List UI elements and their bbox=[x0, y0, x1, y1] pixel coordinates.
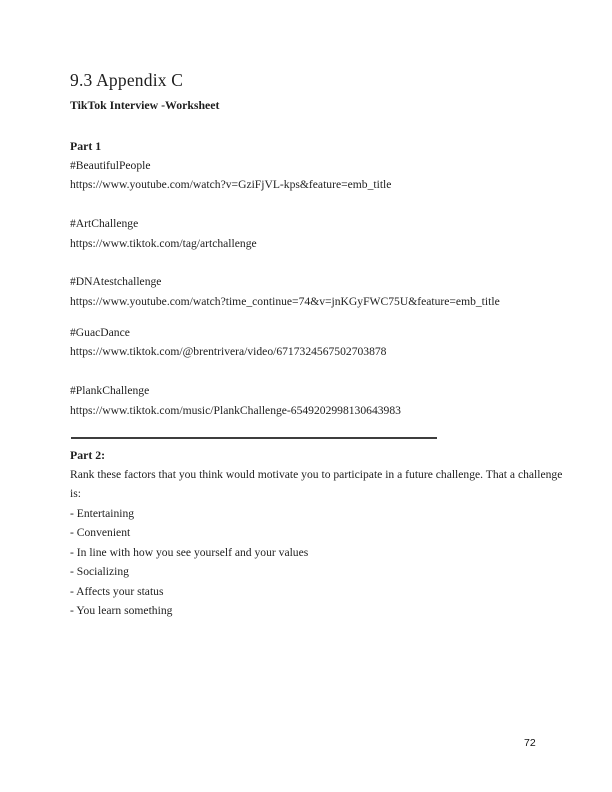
factor-item: - You learn something bbox=[70, 604, 173, 617]
section-divider-line bbox=[71, 437, 437, 439]
part2-intro-line1: Rank these factors that you think would motivate you to participate in a future challenge. That a challenge bbox=[70, 468, 563, 481]
part2-heading: Part 2: bbox=[70, 448, 106, 462]
challenge-url: https://www.youtube.com/watch?time_continue=74&v=jnKGyFWC75U&feature=emb_title bbox=[70, 295, 500, 308]
challenge-url: https://www.tiktok.com/@brentrivera/video/6717324567502703878 bbox=[70, 345, 387, 358]
challenge-hashtag: #ArtChallenge bbox=[70, 217, 139, 230]
factor-item: - Affects your status bbox=[70, 585, 164, 598]
part2-intro-line2: is: bbox=[70, 487, 81, 500]
challenge-hashtag: #PlankChallenge bbox=[70, 384, 150, 397]
factor-item: - Socializing bbox=[70, 565, 129, 578]
section-title: 9.3 Appendix C bbox=[70, 70, 184, 90]
page-number: 72 bbox=[524, 737, 536, 749]
factor-item: - In line with how you see yourself and your values bbox=[70, 546, 309, 559]
challenge-url: https://www.tiktok.com/tag/artchallenge bbox=[70, 237, 257, 250]
challenge-hashtag: #DNAtestchallenge bbox=[70, 275, 162, 288]
challenge-hashtag: #BeautifulPeople bbox=[70, 159, 151, 172]
challenge-hashtag: #GuacDance bbox=[70, 326, 130, 339]
worksheet-subtitle: TikTok Interview -Worksheet bbox=[70, 98, 220, 112]
challenge-url: https://www.tiktok.com/music/PlankChallenge-6549202998130643983 bbox=[70, 404, 401, 417]
part1-heading: Part 1 bbox=[70, 139, 102, 153]
factor-item: - Entertaining bbox=[70, 507, 135, 520]
challenge-url: https://www.youtube.com/watch?v=GziFjVL-kps&feature=emb_title bbox=[70, 178, 392, 191]
factor-item: - Convenient bbox=[70, 526, 131, 539]
